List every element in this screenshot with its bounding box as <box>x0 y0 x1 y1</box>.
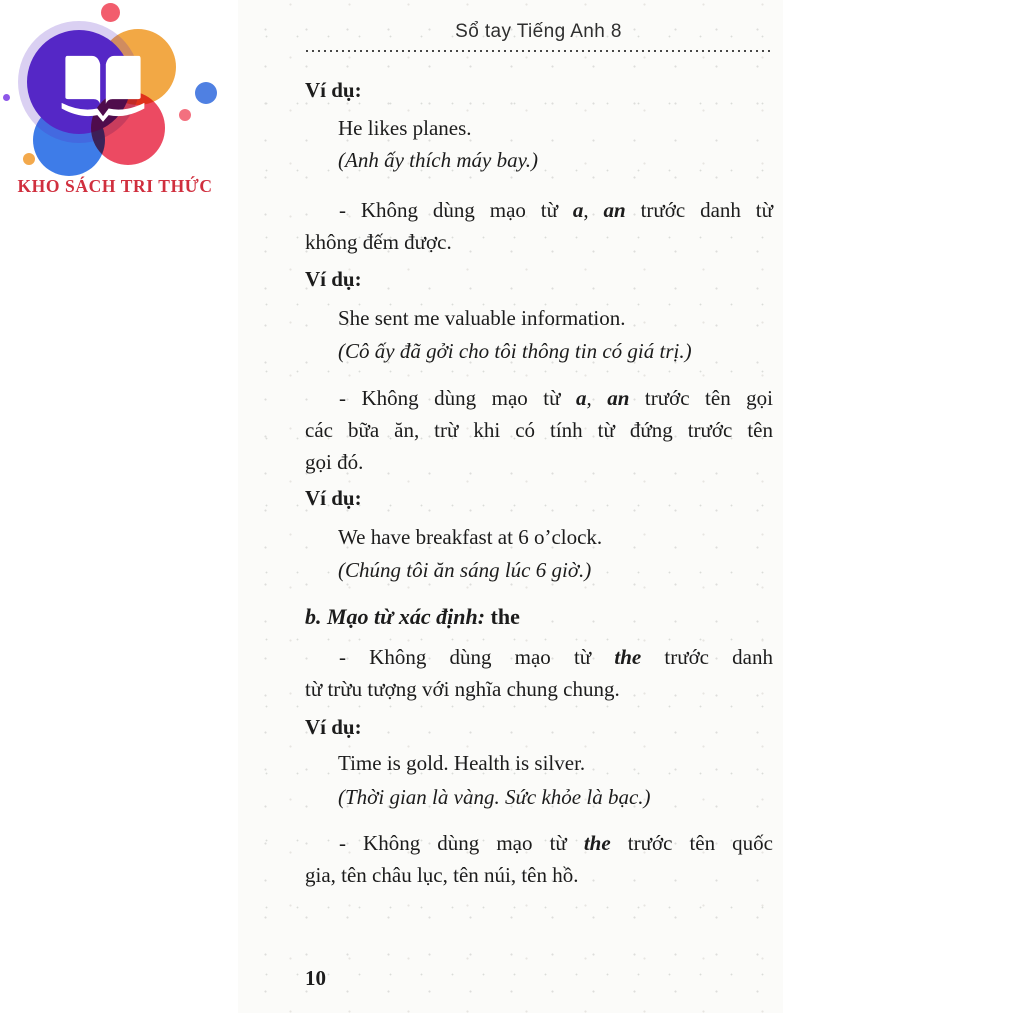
rule-paragraph <box>305 382 773 478</box>
example-label: Ví dụ: <box>305 715 362 739</box>
rule-line <box>305 194 773 226</box>
brand-logo <box>0 0 234 210</box>
rule-line: các bữa ăn, trừ khi có tính từ đứng trước tên <box>305 418 773 442</box>
header-dotted-rule <box>306 50 772 53</box>
rule-text: - Không dùng mạo từ <box>339 198 573 222</box>
example-sentence: We have breakfast at 6 o’clock. <box>338 525 603 549</box>
rule-line: gia, tên châu lục, tên núi, tên hồ. <box>305 863 579 887</box>
logo-dot-small-pink <box>179 109 191 121</box>
logo-dot-purple <box>3 94 10 101</box>
article-an: an <box>603 198 626 222</box>
page-content <box>305 74 773 891</box>
logo-dot-orange <box>23 153 35 165</box>
rule-text: , <box>586 386 608 410</box>
example-sentence: He likes planes. <box>338 116 472 140</box>
rule-line: từ trừu tượng với nghĩa chung chung. <box>305 677 620 701</box>
rule-text: , <box>583 198 604 222</box>
rule-text: trước danh từ <box>625 198 773 222</box>
section-heading <box>305 601 773 633</box>
translation-line: (Anh ấy thích máy bay.) <box>338 148 539 172</box>
logo-dot-blue <box>195 82 217 104</box>
example-sentence: Time is gold. Health is silver. <box>338 751 586 775</box>
rule-text: trước danh <box>641 645 773 669</box>
brand-text: KHO SÁCH TRI THỨC <box>17 176 213 196</box>
rule-line: gọi đó. <box>305 450 364 474</box>
rule-paragraph <box>305 194 773 258</box>
rule-paragraph <box>305 641 773 705</box>
rule-line <box>305 641 773 673</box>
logo-dot-pink <box>101 3 120 22</box>
article-a: a <box>575 386 587 410</box>
heading-roman-part: the <box>485 604 520 629</box>
example-label: Ví dụ: <box>305 267 362 291</box>
rule-line <box>305 827 773 859</box>
translation-line: (Cô ấy đã gởi cho tôi thông tin có giá trị.) <box>338 339 692 363</box>
heading-italic-part: b. Mạo từ xác định: <box>305 604 486 629</box>
open-book-icon <box>56 50 150 122</box>
rule-text: trước tên gọi <box>629 386 774 410</box>
rule-text: - Không dùng mạo từ <box>339 645 615 669</box>
rule-text: trước tên quốc <box>610 831 773 855</box>
rule-text: - Không dùng mạo từ <box>339 386 576 410</box>
article-the: the <box>583 831 611 855</box>
book-page-scan <box>238 0 783 1013</box>
running-head: Sổ tay Tiếng Anh 8 <box>455 21 622 42</box>
page-number: 10 <box>305 966 326 990</box>
example-label: Ví dụ: <box>305 78 362 102</box>
rule-line: không đếm được. <box>305 230 452 254</box>
example-sentence: She sent me valuable information. <box>338 306 626 330</box>
translation-line: (Chúng tôi ăn sáng lúc 6 giờ.) <box>338 558 592 582</box>
article-a: a <box>572 198 584 222</box>
article-the: the <box>614 645 642 669</box>
rule-paragraph <box>305 827 773 891</box>
article-an: an <box>607 386 630 410</box>
rule-line <box>305 382 773 414</box>
example-label: Ví dụ: <box>305 486 362 510</box>
translation-line: (Thời gian là vàng. Sức khỏe là bạc.) <box>338 785 651 809</box>
rule-text: - Không dùng mạo từ <box>339 831 584 855</box>
